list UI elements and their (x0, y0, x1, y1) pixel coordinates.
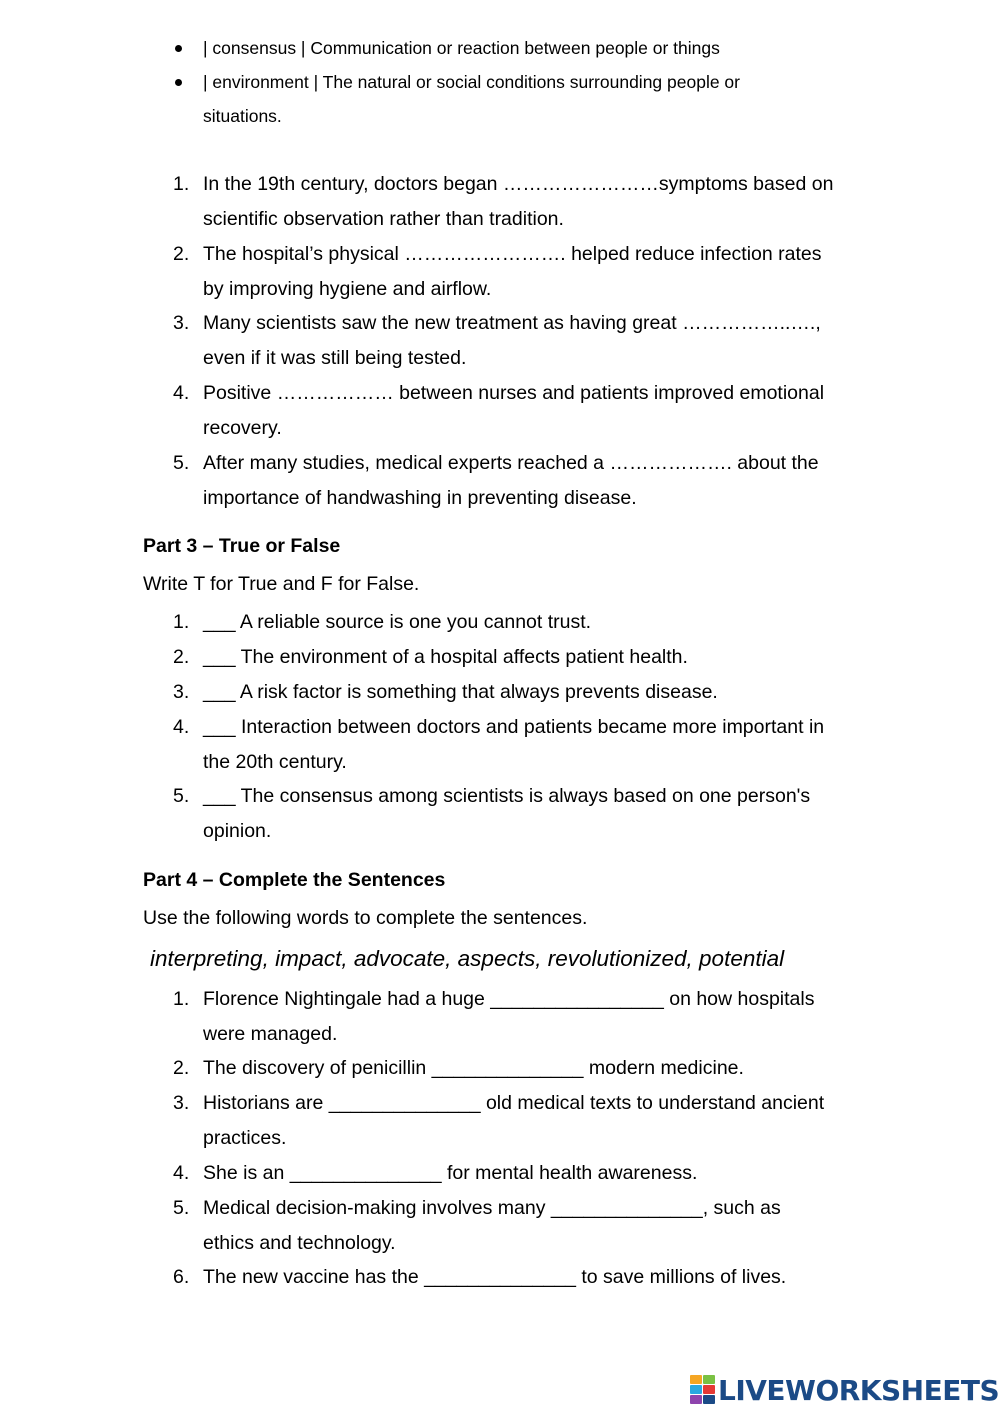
vocab-bullet-text: | consensus | Communication or reaction between people or things (203, 38, 720, 58)
logo-square (703, 1375, 715, 1384)
question-number: 3. (173, 681, 190, 703)
part4-question-2 (173, 1051, 863, 1086)
question-line: ___ The consensus among scientists is always based on one person's (203, 785, 811, 807)
question-line: After many studies, medical experts reached a ………………. about the (203, 452, 819, 474)
question-line: ___ Interaction between doctors and patients became more important in (203, 716, 825, 738)
question-number: 5. (173, 1197, 190, 1219)
question-line: ___ A reliable source is one you cannot trust. (203, 611, 592, 633)
question-line: ___ The environment of a hospital affects patient health. (203, 646, 688, 668)
question-number: 5. (173, 785, 190, 807)
part4-question-3 (173, 1086, 863, 1156)
part3-instruction: Write T for True and F for False. (143, 573, 420, 595)
question-number: 1. (173, 611, 190, 633)
question-line: opinion. (203, 820, 272, 842)
part4-heading: Part 4 – Complete the Sentences (143, 869, 446, 891)
part3-question-2 (173, 640, 863, 675)
part2-question-5 (173, 446, 863, 516)
question-number: 2. (173, 646, 190, 668)
question-number: 3. (173, 312, 190, 334)
question-line: She is an ______________ for mental health awareness. (203, 1162, 698, 1184)
part4-question-6 (173, 1260, 863, 1295)
question-number: 6. (173, 1266, 190, 1288)
question-number: 1. (173, 988, 190, 1010)
question-line: Positive ……………… between nurses and patients improved emotional (203, 382, 825, 404)
part4-question-4 (173, 1156, 863, 1191)
vocab-bullet-continuation: situations. (203, 106, 282, 126)
logo-text: LIVEWORKSHEETS (718, 1373, 1000, 1407)
word-bank: interpreting, impact, advocate, aspects, revolutionized, potential (150, 946, 785, 971)
question-number: 2. (173, 243, 190, 265)
question-number: 3. (173, 1092, 190, 1114)
part3-question-4 (173, 710, 863, 780)
part3-question-3 (173, 675, 863, 710)
part2-question-2 (173, 237, 863, 307)
question-number: 1. (173, 173, 190, 195)
logo-square (703, 1395, 715, 1404)
question-number: 5. (173, 452, 190, 474)
part2-question-1 (173, 167, 863, 237)
question-line: Historians are ______________ old medical texts to understand ancient (203, 1092, 825, 1114)
question-number: 2. (173, 1057, 190, 1079)
question-line: practices. (203, 1127, 287, 1149)
logo-square (703, 1385, 715, 1394)
question-line: Medical decision-making involves many ______________, such as (203, 1197, 781, 1219)
part4-question-1 (173, 982, 863, 1052)
question-line: Many scientists saw the new treatment as having great ……………..…., (203, 312, 821, 334)
question-line: even if it was still being tested. (203, 347, 467, 369)
vocab-bullet-environment (203, 65, 823, 99)
question-line: Florence Nightingale had a huge ________________ on how hospitals (203, 988, 815, 1010)
part4-instruction: Use the following words to complete the sentences. (143, 907, 588, 929)
question-line: ___ A risk factor is something that always prevents disease. (203, 681, 718, 703)
question-number: 4. (173, 716, 190, 738)
question-number: 4. (173, 1162, 190, 1184)
vocab-bullet-text: | environment | The natural or social conditions surrounding people or (203, 72, 740, 92)
part3-heading: Part 3 – True or False (143, 535, 341, 557)
question-line: In the 19th century, doctors began ……………………symptoms based on (203, 173, 834, 195)
part2-question-3 (173, 306, 863, 376)
part2-question-4 (173, 376, 863, 446)
logo-square (690, 1395, 702, 1404)
question-line: importance of handwashing in preventing disease. (203, 487, 637, 509)
vocab-bullet-consensus (203, 31, 823, 65)
logo-square (690, 1385, 702, 1394)
logo-square (690, 1375, 702, 1384)
question-line: The new vaccine has the ______________ to save millions of lives. (203, 1266, 787, 1288)
liveworksheets-logo-icon (690, 1375, 716, 1405)
question-line: The hospital’s physical ……………………. helped reduce infection rates (203, 243, 822, 265)
question-number: 4. (173, 382, 190, 404)
part3-question-1 (173, 605, 863, 640)
question-line: The discovery of penicillin ______________ modern medicine. (203, 1057, 744, 1079)
question-line: scientific observation rather than tradition. (203, 208, 564, 230)
liveworksheets-logo (690, 1372, 999, 1408)
part3-question-5 (173, 779, 863, 849)
question-line: ethics and technology. (203, 1232, 396, 1254)
part4-question-5 (173, 1191, 863, 1261)
question-line: recovery. (203, 417, 282, 439)
question-line: the 20th century. (203, 751, 347, 773)
question-line: were managed. (203, 1023, 338, 1045)
question-line: by improving hygiene and airflow. (203, 278, 492, 300)
